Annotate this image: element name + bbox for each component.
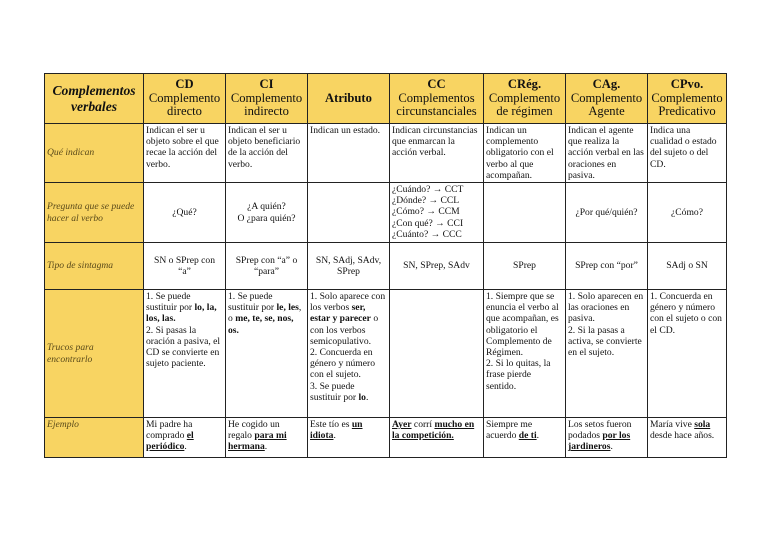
cell-atributo: [308, 243, 390, 290]
row-pregunta: [45, 183, 727, 243]
cell-ci: [226, 243, 308, 290]
header-creg: [484, 74, 566, 124]
header-name: Complemento directo: [148, 90, 221, 119]
text: .: [184, 441, 187, 453]
row-tipo: [45, 243, 727, 290]
header-abbr: CI: [259, 77, 274, 92]
cell-line: O ¿para quién?: [237, 212, 296, 224]
cc-question: ¿Cuándo? → CCT: [392, 184, 464, 196]
cell-atributo: [308, 183, 390, 243]
cell-cag: Indican el agente que realiza la acción verbal en las oraciones en pasiva.: [566, 124, 648, 183]
text: 1. Solo aparece con los verbos: [310, 291, 386, 314]
text: Mi padre ha comprado: [146, 419, 193, 442]
underlined-text: sola: [694, 419, 711, 431]
cell-line: SN, SAdj, SAdv,: [315, 254, 382, 266]
text: .: [365, 391, 369, 403]
header-row: [45, 74, 727, 124]
underlined-text: el periódico: [146, 430, 194, 453]
cell-creg: [484, 290, 566, 418]
text: 3. Se puede sustituir por: [310, 380, 359, 403]
cell-cag: SPrep con “por”: [566, 243, 648, 290]
cc-question: ¿Dónde? → CCL: [392, 195, 460, 207]
text: Los setos fueron podados: [568, 419, 632, 442]
header-cc: [390, 74, 484, 124]
underlined-text: un idiota: [310, 419, 363, 442]
text: desde hace años.: [650, 430, 715, 442]
header-name: Complemento Predicativo: [651, 90, 723, 119]
cell-line: “a”: [178, 266, 191, 278]
text: Este tío es: [310, 419, 352, 431]
cell-cag: [566, 418, 648, 458]
bold-text: le, les: [276, 302, 299, 314]
verbal-complements-table: [44, 73, 727, 458]
cell-line: “para”: [253, 266, 280, 278]
cell-cpvo: Indica una cualidad o estado del sujeto o del CD.: [648, 124, 727, 183]
header-abbr: CC: [427, 77, 446, 92]
underlined-text: mucho en la competición.: [392, 419, 475, 442]
cell-atributo: [308, 418, 390, 458]
header-cpvo: [648, 74, 727, 124]
cell-ci: [226, 418, 308, 458]
text: Siempre me acuerdo: [486, 419, 533, 442]
cell-ci: Indican el ser u objeto beneficiario de la acción del verbo.: [226, 124, 308, 183]
text: María vive: [650, 419, 695, 431]
header-ci: [226, 74, 308, 124]
text: 2. Si la pasas a activa, se convierte en el sujeto.: [568, 324, 642, 359]
cell-line: SPrep con “a” o: [235, 254, 298, 266]
underlined-text: por los jardineros: [568, 430, 631, 453]
cell-creg: [484, 183, 566, 243]
cell-cag: [566, 290, 648, 418]
underlined-text: para mi hermana: [228, 430, 287, 453]
cell-atributo: [308, 290, 390, 418]
text: 1. Solo aparecen en las oraciones en pasiva.: [568, 291, 644, 325]
row-label: Pregunta que se puede hacer al verbo: [45, 183, 144, 243]
cell-cc: [390, 290, 484, 418]
header-name: Complemento Agente: [570, 90, 643, 119]
cc-question: ¿Cómo? → CCM: [392, 206, 460, 218]
row-ejemplo: [45, 418, 727, 458]
text: o con los verbos semicopulativo.: [310, 313, 379, 347]
cell-atributo: Indican un estado.: [308, 124, 390, 183]
cc-question: ¿Cuánto? → CCC: [392, 228, 462, 240]
cell-cd: [144, 243, 226, 290]
cell-cc: SN, SPrep, SAdv: [390, 243, 484, 290]
table-title: Complementos verbales: [45, 74, 144, 124]
cell-ci: [226, 290, 308, 418]
cell-cd: Indican el ser u objeto sobre el que recae la acción del verbo.: [144, 124, 226, 183]
header-abbr: CPvo.: [670, 77, 704, 92]
bold-text: ser, estar y parecer: [310, 302, 371, 325]
text: .: [536, 430, 540, 442]
cell-cpvo: SAdj o SN: [648, 243, 727, 290]
header-abbr: CD: [175, 77, 194, 92]
header-name: Complemento de régimen: [488, 90, 561, 119]
text: 1. Siempre que se enuncia el verbo al que acompañan, es obligatorio el Complemento de Régimen.: [486, 291, 559, 359]
cell-cpvo: ¿Cómo?: [648, 183, 727, 243]
header-abbr: CRég.: [507, 77, 542, 92]
row-trucos: [45, 290, 727, 418]
header-cd: [144, 74, 226, 124]
row-label: Tipo de sintagma: [45, 243, 144, 290]
cell-cpvo: 1. Concuerda en género y número con el sujeto o con el CD.: [648, 290, 727, 418]
cell-cd: [144, 418, 226, 458]
text: 1. Se puede sustituir por: [228, 291, 277, 314]
cell-cpvo: [648, 418, 727, 458]
cell-cc: [390, 183, 484, 243]
cell-cc: Indican circunstancias que enmarcan la acción verbal.: [390, 124, 484, 183]
cell-line: ¿A quién?: [247, 201, 286, 213]
cell-cd: [144, 290, 226, 418]
header-abbr: CAg.: [592, 77, 621, 92]
header-name: Complementos circunstanciales: [396, 90, 477, 119]
cell-line: SN o SPrep con: [153, 254, 216, 266]
text: 2. Concuerda en género y número con el sujeto.: [310, 347, 376, 381]
text: .: [333, 430, 336, 442]
bold-text: me, te, se, nos, os.: [228, 313, 294, 336]
bold-text: lo: [358, 391, 366, 403]
text: 1. Se puede sustituir por: [146, 291, 195, 314]
header-cag: [566, 74, 648, 124]
row-label: Trucos para encontrarlo: [45, 290, 144, 418]
text: He cogido un regalo: [228, 419, 280, 442]
text: 2. Si lo quitas, la frase pierde sentido.: [486, 358, 551, 392]
text: .: [264, 441, 268, 453]
cell-cc: [390, 418, 484, 458]
cell-creg: SPrep: [484, 243, 566, 290]
cell-cd: ¿Qué?: [144, 183, 226, 243]
cell-ci: [226, 183, 308, 243]
text: , o: [228, 302, 302, 325]
cell-line: SPrep: [337, 266, 360, 278]
row-que-indican: [45, 124, 727, 183]
bold-text: lo, la, los, las.: [146, 302, 217, 325]
row-label: Qué indican: [45, 124, 144, 183]
cc-question: ¿Con qué? → CCI: [392, 217, 464, 229]
header-name: Atributo: [325, 90, 372, 105]
text: 2. Si pasas la oración a pasiva, el CD se convierte en sujeto paciente.: [146, 324, 221, 370]
row-label: Ejemplo: [45, 418, 144, 458]
cell-cag: ¿Por qué/quién?: [566, 183, 648, 243]
header-atributo: [308, 74, 390, 124]
cell-creg: Indican un complemento obligatorio con el verbo al que acompañan.: [484, 124, 566, 183]
cell-creg: [484, 418, 566, 458]
text: .: [610, 441, 613, 453]
underlined-text: de ti: [518, 430, 537, 442]
underlined-text: Ayer: [392, 419, 412, 431]
header-name: Complemento indirecto: [230, 90, 303, 119]
text: corrí: [411, 419, 435, 431]
